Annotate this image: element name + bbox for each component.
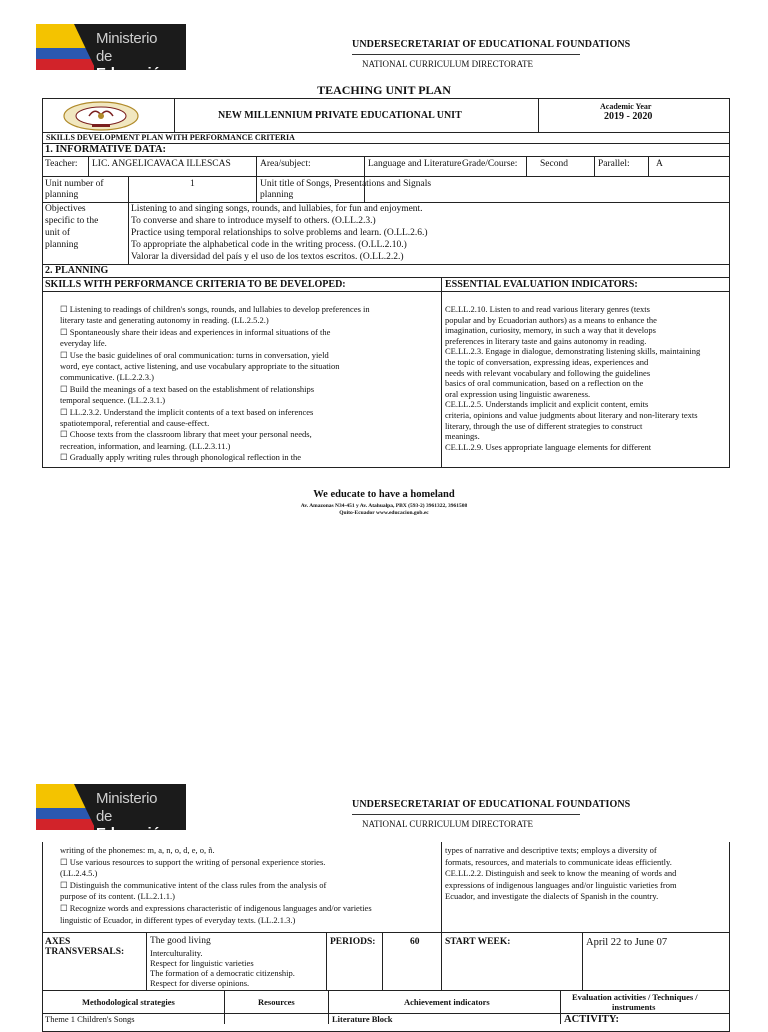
objective-item: Practice using temporal relationships to solve problems and learn. (O.LL.2.6.) xyxy=(131,228,428,238)
directorate-heading: NATIONAL CURRICULUM DIRECTORATE xyxy=(362,59,533,69)
col-evaluation-2: instruments xyxy=(612,1002,656,1012)
eval-heading: ESSENTIAL EVALUATION INDICATORS: xyxy=(445,279,638,290)
text-line: formats, resources, and materials to communicate ideas efficiently. xyxy=(445,856,672,867)
axes-label-1: AXES xyxy=(45,937,71,947)
text-line: ☐ Use the basic guidelines of oral communication: turns in conversation, yield xyxy=(60,349,329,360)
col-achievement: Achievement indicators xyxy=(404,997,490,1007)
teacher-label: Teacher: xyxy=(45,159,78,169)
text-line: purpose of its content. (LL.2.1.1.) xyxy=(60,891,175,902)
skills-plan-heading: SKILLS DEVELOPMENT PLAN WITH PERFORMANCE CRITERIA xyxy=(46,133,295,142)
objective-item: To converse and share to introduce myself to others. (O.LL.2.3.) xyxy=(131,216,376,226)
institution-name: NEW MILLENNIUM PRIVATE EDUCATIONAL UNIT xyxy=(218,110,462,121)
text-line: (LL.2.4.5.) xyxy=(60,868,98,879)
col-resources: Resources xyxy=(258,997,295,1007)
footer-motto: We educate to have a homeland xyxy=(313,489,455,500)
unit-number-label-2: planning xyxy=(45,190,79,200)
text-line: oral expression using linguistic awareness. xyxy=(445,388,591,399)
text-line: meanings. xyxy=(445,431,480,442)
text-line: ☐ Choose texts from the classroom library that meet your personal needs, xyxy=(60,429,312,440)
text-line: CE.LL.2.3. Engage in dialogue, demonstrating listening skills, maintaining xyxy=(445,346,701,357)
text-line: imagination, curiosity, memory, in such a way that it develops xyxy=(445,325,656,336)
text-line: basics of oral communication, based on a reflection on the xyxy=(445,378,644,389)
objective-item: To appropriate the alphabetical code in the writing process. (O.LL.2.10.) xyxy=(131,240,407,250)
text-line: communicative. (LL.2.2.3.) xyxy=(60,372,154,383)
skills-heading: SKILLS WITH PERFORMANCE CRITERIA TO BE DEVELOPED: xyxy=(45,279,346,290)
page-title: TEACHING UNIT PLAN xyxy=(317,83,451,97)
text-line: expressions of indigenous languages and/or linguistic varieties from xyxy=(445,879,677,890)
axes-item: Respect for diverse opinions. xyxy=(150,978,250,988)
grade-label: Grade/Course: xyxy=(462,159,518,169)
footer-address: Av. Amazonas N34-451 y Av. Atahualpa, PBX (593-2) 3961322, 3961508 xyxy=(300,503,468,509)
objectives-label-1: Objectives xyxy=(45,204,86,214)
text-line: ☐ Distinguish the communicative intent of the class rules from the analysis of xyxy=(60,879,327,890)
axes-item: Interculturality. xyxy=(150,948,203,958)
text-line: ☐ Spontaneously share their ideas and experiences in informal situations of the xyxy=(60,326,331,337)
ministry-logo: Ministerio de Educación xyxy=(36,24,186,70)
text-line: literary, through the use of different strategies to construct xyxy=(445,420,643,431)
ministry-logo: Ministerio de Educación xyxy=(36,784,186,830)
text-line: types of narrative and descriptive texts; employs a diversity of xyxy=(445,845,657,855)
text-line: popular and by Ecuadorian authors) as a means to enhance the xyxy=(445,314,657,325)
text-line: the topic of conversation, expressing ideas, experiences and xyxy=(445,357,649,367)
area-value: Language and Literature xyxy=(368,159,462,169)
theme-cell: Theme 1 Children's Songs xyxy=(45,1014,135,1024)
axes-item: Respect for linguistic varieties xyxy=(150,958,254,968)
start-week-value: April 22 to June 07 xyxy=(586,937,668,948)
unit-number-label-1: Unit number of xyxy=(45,179,104,189)
text-line: CE.LL.2.2. Distinguish and seek to know the meaning of words and xyxy=(445,868,677,879)
text-line: temporal sequence. (LL.2.3.1.) xyxy=(60,395,166,406)
text-line: CE.LL.2.10. Listen to and read various literary genres (texts xyxy=(445,304,650,314)
text-line: CE.LL.2.5. Understands implicit and explicit content, emits xyxy=(445,399,649,410)
undersecretariat-heading: UNDERSECRETARIAT OF EDUCATIONAL FOUNDATIONS xyxy=(352,39,631,50)
text-line: ☐ Recognize words and expressions characteristic of indigenous languages and/or varieties xyxy=(60,903,372,913)
text-line: linguistic of Ecuador, in different types of everyday texts. (LL.2.1.3.) xyxy=(60,914,296,925)
unit-title-label-2: planning xyxy=(260,190,294,200)
text-line: CE.LL.2.9. Uses appropriate language elements for different xyxy=(445,441,652,452)
text-line: criteria, opinions and value judgments about literary and non-literary texts xyxy=(445,410,698,420)
text-line: preferences in literary taste and gains autonomy in reading. xyxy=(445,335,647,346)
academic-year: 2019 - 2020 xyxy=(604,111,653,122)
text-line: ☐ Gradually apply writing rules through phonological reflection in the xyxy=(60,452,302,463)
text-line: spatiotemporal, referential and cause-effect. xyxy=(60,418,210,428)
directorate-heading: NATIONAL CURRICULUM DIRECTORATE xyxy=(362,819,533,829)
parallel-value: A xyxy=(656,159,663,169)
text-line: writing of the phonemes: m, a, n, o, d, e, o, ñ. xyxy=(60,845,215,855)
planning-heading: 2. PLANNING xyxy=(45,265,109,276)
grade-value: Second xyxy=(540,159,568,169)
text-line: everyday life. xyxy=(60,338,107,349)
objectives-label-2: specific to the xyxy=(45,216,99,226)
start-week-label: START WEEK: xyxy=(445,937,511,947)
text-line: word, eye contact, active listening, and use vocabulary appropriate to the situation xyxy=(60,361,340,371)
text-line: ☐ Listening to readings of children's songs, rounds, and lullabies to develop preferences in xyxy=(60,304,370,314)
parallel-label: Parallel: xyxy=(598,159,630,169)
text-line: ☐ LL.2.3.2. Understand the implicit contents of a text based on inferences xyxy=(60,406,314,417)
text-line: Ecuador, and investigate the dialects of Spanish in the country. xyxy=(445,891,659,902)
literature-block-cell: Literature Block xyxy=(332,1014,393,1024)
text-line: ☐ Build the meanings of a text based on the establishment of relationships xyxy=(60,383,315,394)
axes-title: The good living xyxy=(150,936,211,946)
objectives-label-4: planning xyxy=(45,240,79,250)
col-evaluation-1: Evaluation activities / Techniques / xyxy=(572,992,698,1002)
informative-heading: 1. INFORMATIVE DATA: xyxy=(45,144,167,155)
axes-item: The formation of a democratic citizenship. xyxy=(150,968,295,978)
text-line: needs with relevant vocabulary and following the guidelines xyxy=(445,367,651,378)
periods-value: 60 xyxy=(410,937,420,947)
text-line: literary taste and generating autonomy in reading. (LL.2.5.2.) xyxy=(60,315,269,326)
periods-label: PERIODS: xyxy=(330,937,376,947)
text-line: ☐ Use various resources to support the writing of personal experience stories. xyxy=(60,856,326,867)
school-seal-icon xyxy=(62,101,140,131)
teacher-name: LIC. ANGELICAVACA ILLESCAS xyxy=(92,159,231,169)
unit-title-value: Songs, Presentations and Signals xyxy=(306,179,432,189)
area-label: Area/subject: xyxy=(260,159,311,169)
footer-city: Quito-Ecuador www.educacion.gob.ec xyxy=(339,510,429,516)
academic-year-label: Academic Year xyxy=(600,102,652,111)
text-line: recreation, information, and learning. (LL.2.3.11.) xyxy=(60,440,231,451)
col-strategies: Methodological strategies xyxy=(82,997,175,1007)
activity-cell: ACTIVITY: xyxy=(564,1014,620,1025)
unit-number: 1 xyxy=(190,179,195,189)
objectives-label-3: unit of xyxy=(45,228,71,238)
unit-title-label-1: Unit title of xyxy=(260,179,305,189)
objective-item: Listening to and singing songs, rounds, and lullabies, for fun and enjoyment. xyxy=(131,204,423,214)
objective-item: Valorar la diversidad del país y el uso de los textos escritos. (O.LL.2.2.) xyxy=(131,252,404,262)
axes-label-2: TRANSVERSALS: xyxy=(45,947,125,957)
undersecretariat-heading: UNDERSECRETARIAT OF EDUCATIONAL FOUNDATIONS xyxy=(352,799,631,810)
